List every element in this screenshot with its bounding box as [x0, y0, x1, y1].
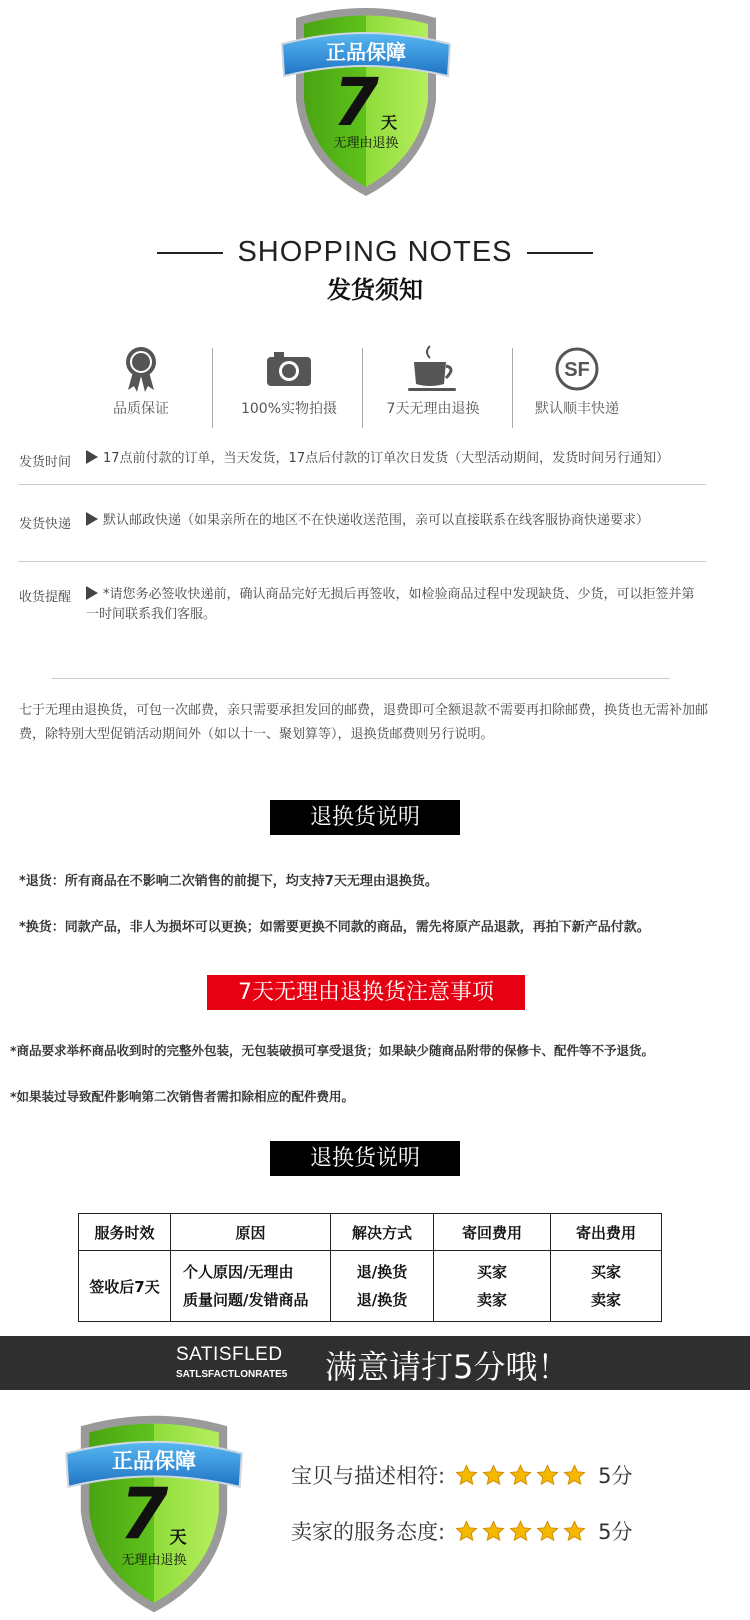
solution-text: 退/换货: [356, 1263, 408, 1281]
title-divider-right: [527, 252, 593, 254]
badge-ribbon-text: 正品保障: [326, 40, 406, 64]
note-text-shipping-time: [86, 449, 726, 469]
badge-caption: 无理由退换: [121, 1553, 187, 1568]
play-arrow-icon: [86, 586, 98, 600]
star-icon: [455, 1464, 478, 1487]
table-header: 解决方式: [331, 1214, 434, 1251]
note-text-express: [86, 511, 726, 531]
feature-quality: [66, 346, 216, 418]
satisfaction-banner: [0, 1336, 750, 1390]
feature-quality-label: 品质保证: [113, 401, 169, 417]
star-icon: [509, 1464, 532, 1487]
play-arrow-icon: [86, 512, 98, 526]
feature-seven-day-return: [358, 346, 508, 418]
feature-seven-day-return-label: 7天无理由退换: [386, 401, 480, 417]
rating-stars: [455, 1520, 586, 1543]
exchange-rule: *换货：同款产品，非人为损坏可以更换；如需要更换不同款的商品，需先将原产品退款，再拍下新产品付款。: [19, 920, 650, 935]
rating-score: 5分: [598, 1464, 633, 1488]
table-header: 寄出费用: [551, 1214, 662, 1251]
section-banner-return-info: 退换货说明: [270, 800, 460, 835]
badge-number: 7: [119, 1473, 169, 1555]
badge-day: 天: [380, 113, 397, 132]
badge-day: 天: [169, 1528, 187, 1548]
rating-description-match: [291, 1460, 632, 1490]
title-text: SHOPPING NOTES: [237, 236, 513, 268]
note-label-shipping-time: 发货时间: [19, 455, 72, 470]
star-icon: [536, 1464, 559, 1487]
note-label-receipt: 收货提醒: [19, 590, 72, 605]
coffee-cup-icon: [406, 344, 460, 394]
row-divider: [18, 484, 706, 485]
star-icon: [536, 1520, 559, 1543]
table-cell-reason: [171, 1251, 331, 1322]
badge-caption: 无理由退换: [333, 136, 399, 151]
camera-icon: [266, 351, 312, 387]
return-fee-text: 买家: [476, 1263, 507, 1281]
send-fee-text: 卖家: [590, 1291, 621, 1309]
award-ribbon-icon: [124, 346, 158, 392]
solution-text: 退/换货: [356, 1291, 408, 1309]
rating-label: 卖家的服务态度:: [291, 1520, 446, 1544]
note-text-receipt: [86, 585, 704, 625]
note-label-express: 发货快递: [19, 517, 72, 532]
shopping-notes-subtitle: 发货须知: [327, 276, 423, 304]
note-body: 17点前付款的订单，当天发货，17点后付款的订单次日发货（大型活动期间，发货时间另行通知）: [103, 451, 670, 466]
accessory-rule: *如果装过导致配件影响第二次销售者需扣除相应的配件费用。: [10, 1089, 355, 1104]
return-fee-text: 卖家: [476, 1291, 507, 1309]
section-banner-return-table: 退换货说明: [270, 1141, 460, 1176]
star-icon: [563, 1464, 586, 1487]
table-cell-return-fee: [434, 1251, 551, 1322]
satisfaction-en-title: SATISFLED: [176, 1344, 283, 1365]
reason-text: 质量问题/发错商品: [183, 1291, 309, 1309]
policy-paragraph: 七于无理由退换货，可包一次邮费，亲只需要承担发回的邮费，退费即可全额退款不需要再扣除邮费，换货也无需补加邮费，除特别大型促销活动期间外（如以十一、聚划算等），退换货邮费则另行说明。: [19, 703, 709, 742]
bottom-guarantee-badge: [62, 1411, 246, 1616]
table-header: 原因: [171, 1214, 331, 1251]
satisfaction-cn-title: 满意请打5分哦！: [325, 1348, 570, 1386]
star-icon: [509, 1520, 532, 1543]
rating-label: 宝贝与描述相符:: [291, 1464, 446, 1488]
table-header-row: [79, 1214, 662, 1251]
star-icon: [482, 1520, 505, 1543]
top-guarantee-badge: [278, 4, 454, 199]
feature-sf-express: [502, 346, 652, 418]
table-header: 服务时效: [79, 1214, 171, 1251]
sf-express-icon: [555, 347, 599, 391]
section-banner-notice: 7天无理由退换货注意事项: [207, 975, 525, 1010]
feature-divider: [212, 348, 213, 428]
shopping-notes-title: [0, 236, 750, 269]
return-rule: *退货：所有商品在不影响二次销售的前提下，均支持7天无理由退换货。: [19, 874, 438, 889]
rating-score: 5分: [598, 1520, 633, 1544]
star-icon: [563, 1520, 586, 1543]
feature-real-photo: [214, 346, 364, 418]
badge-number: 7: [333, 64, 379, 141]
title-divider-left: [157, 252, 223, 254]
play-arrow-icon: [86, 450, 98, 464]
feature-sf-express-label: 默认顺丰快递: [535, 401, 619, 417]
rating-stars: [455, 1464, 586, 1487]
star-icon: [482, 1464, 505, 1487]
feature-real-photo-label: 100%实物拍摄: [240, 401, 338, 417]
note-body: *请您务必签收快递前，确认商品完好无损后再签收，如检验商品过程中发现缺货、少货，可以拒签并第一时间联系我们客服。: [86, 587, 695, 622]
return-policy-table: [78, 1213, 662, 1322]
note-body: 默认邮政快递（如果亲所在的地区不在快递收送范围，亲可以直接联系在线客服协商快递要求）: [103, 513, 650, 528]
row-divider: [52, 678, 670, 679]
table-cell-solution: [331, 1251, 434, 1322]
table-header: 寄回费用: [434, 1214, 551, 1251]
reason-text: 个人原因/无理由: [183, 1263, 294, 1281]
rating-service-attitude: [291, 1516, 632, 1546]
table-cell-send-fee: [551, 1251, 662, 1322]
packaging-rule: *商品要求举杯商品收到时的完整外包装，无包装破损可享受退货；如果缺少随商品附带的保修卡、配件等不予退货。: [10, 1043, 655, 1058]
badge-ribbon-text: 正品保障: [112, 1449, 196, 1473]
star-icon: [455, 1520, 478, 1543]
table-row: [79, 1251, 662, 1322]
send-fee-text: 买家: [590, 1263, 621, 1281]
table-cell-period: 签收后7天: [79, 1251, 171, 1322]
svg-text:SF: SF: [564, 359, 590, 381]
satisfaction-en-subtitle: SATLSFACTLONRATE5: [176, 1369, 288, 1380]
row-divider: [18, 561, 706, 562]
